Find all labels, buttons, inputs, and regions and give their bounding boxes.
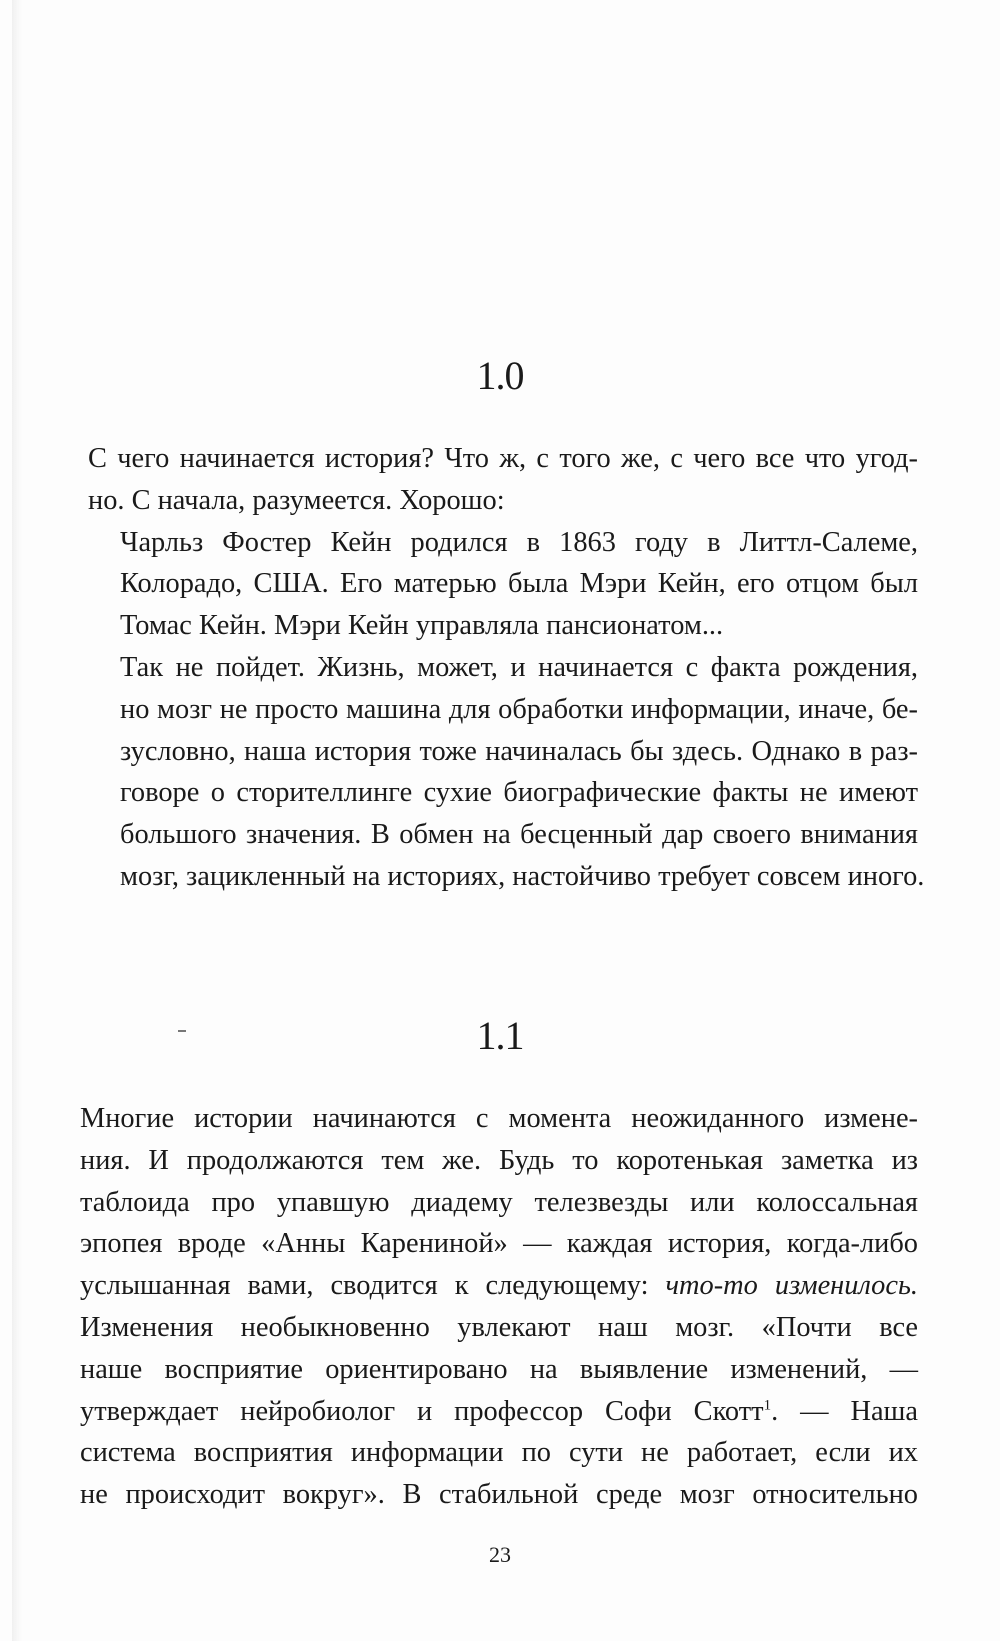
text-line: но. С начала, разумеется. Хорошо: (88, 484, 505, 516)
text-line (80, 1391, 918, 1433)
paragraph (80, 1098, 918, 1516)
text-line: наше восприятие ориентировано на выявление изменений, — (80, 1353, 918, 1385)
paragraph (88, 522, 918, 647)
text-line: С чего начинается история? Что ж, с того же, с чего все что угод- (88, 443, 918, 474)
text-line: мозг, зацикленный на историях, настойчиво требует совсем иного. (120, 860, 925, 892)
paragraph (88, 647, 925, 898)
section-1-0-body (88, 438, 925, 898)
text-line: зусловно, наша история тоже начиналась бы здесь. Однако в раз- (120, 735, 918, 767)
text-line: Томас Кейн. Мэри Кейн управляла пансионатом... (120, 610, 724, 642)
section-1-1-body (80, 1098, 918, 1516)
text-line: эпопея вроде «Анны Карениной» — каждая история, когда-либо (80, 1228, 918, 1260)
text-line: ния. И продолжаются тем же. Будь то коротенькая заметка из (80, 1144, 918, 1176)
page-number: 23 (489, 1542, 511, 1567)
text-line: говоре о сторителлинге сухие биографические факты не имеют (120, 777, 918, 809)
text-line: Изменения необыкновенно увлекают наш мозг. «Почти все (80, 1311, 918, 1343)
text-line: Чарльз Фостер Кейн родился в 1863 году в Литтл-Салеме, (120, 526, 918, 558)
text-line: Колорадо, США. Его матерью была Мэри Кейн, его отцом был (120, 568, 918, 600)
text-run: услышанная вами, сводится к следующему: (80, 1270, 666, 1302)
text-run: . — Наша (771, 1395, 919, 1427)
text-run: утверждает нейробиолог и профессор Софи Скотт (80, 1395, 764, 1427)
text-line (80, 1265, 918, 1307)
scan-shadow (12, 0, 22, 1641)
text-line: система восприятия информации по сути не работает, если их (80, 1437, 918, 1469)
paragraph (88, 438, 918, 522)
text-line: таблоида про упавшую диадему телезвезды или колоссальная (80, 1186, 918, 1218)
text-line: большого значения. В обмен на бесценный дар своего внимания (120, 819, 918, 851)
section-heading-1-0: 1.0 (476, 353, 524, 398)
section-heading-1-1: 1.1 (476, 1013, 524, 1058)
text-line: Так не пойдет. Жизнь, может, и начинается с факта рождения, (120, 651, 918, 683)
emphasis-text: что-то изменилось. (665, 1270, 918, 1302)
footnote-marker: 1 (763, 1397, 772, 1414)
text-line: Многие истории начинаются с момента неожиданного измене- (80, 1103, 918, 1134)
text-line: не происходит вокруг». В стабильной среде мозг относительно (80, 1479, 918, 1511)
text-line: но мозг не просто машина для обработки информации, иначе, бе- (120, 693, 918, 725)
